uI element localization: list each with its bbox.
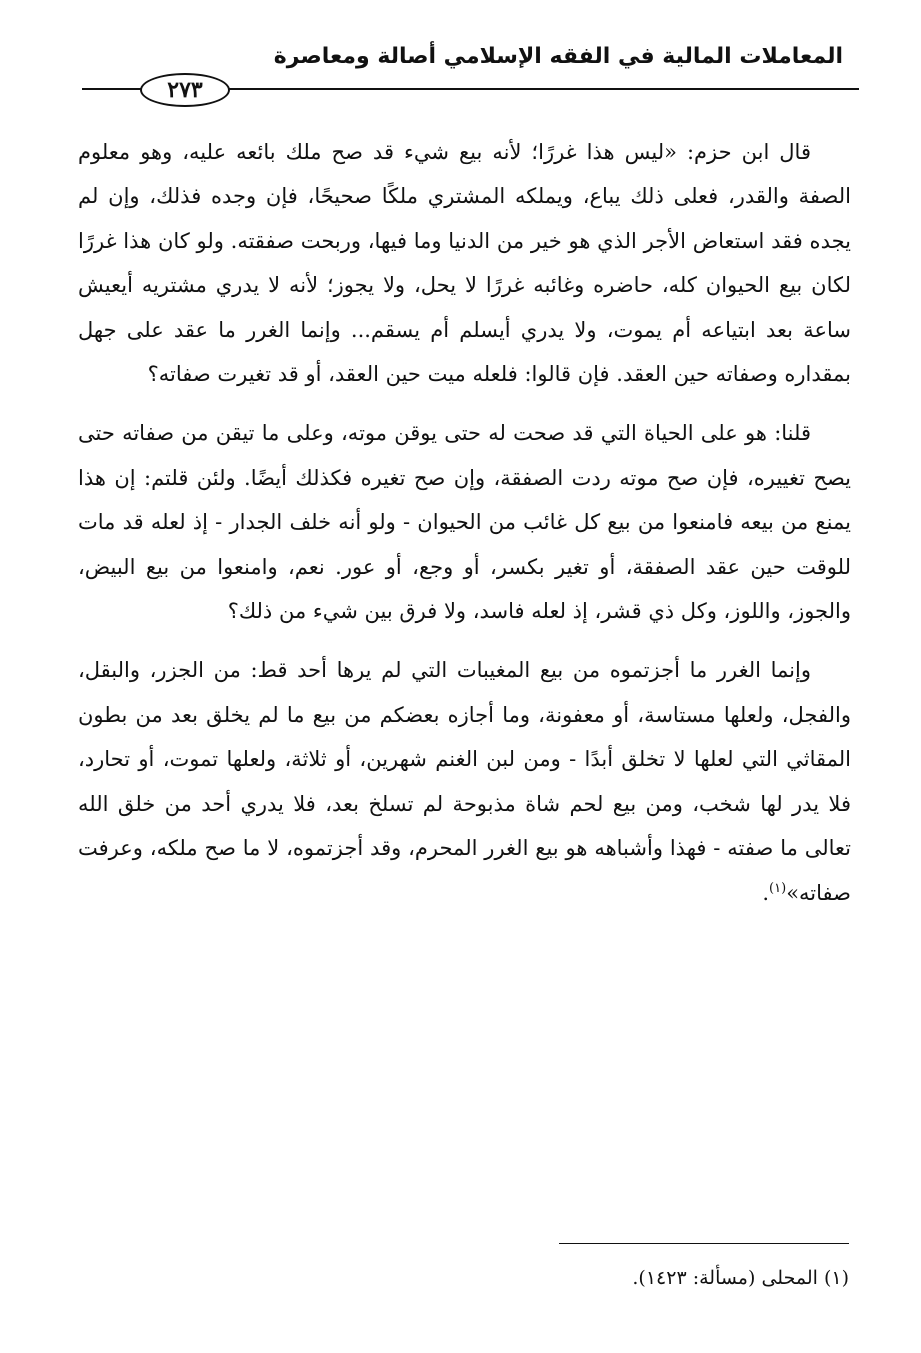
paragraph-3 — [78, 648, 851, 914]
closing-punctuation: . — [762, 880, 770, 905]
footnote-rule — [559, 1243, 849, 1244]
running-title: المعاملات المالية في الفقه الإسلامي أصالة ومعاصرة — [273, 44, 843, 69]
footnote-text: المحلى (مسألة: ١٤٢٣). — [632, 1267, 818, 1289]
paragraph-2: قلنا: هو على الحياة التي قد صحت له حتى يوقن موته، وعلى ما تيقن من صفاته حتى يصح تغييره، فإن صح موته ردت الصفقة، وإن صح تغيره فكذلك أيضًا. ولئن قلتم: إن هذا يمنع من بيعه فامنعوا من بيع كل غائب من الحيوان - ولو أنه خلف الجدار - إذ لعله قد مات للوقت حين عقد الصفقة، أو تغير بكسر، أو وجع، أو عور. نعم، وامنعوا من بيع البيض، والجوز، واللوز، وكل ذي قشر، إذ لعله فاسد، ولا فرق بين شيء من ذلك؟ — [78, 421, 851, 624]
paragraph-3-text: وإنما الغرر ما أجزتموه من بيع المغيبات التي لم يرها أحد قط: من الجزر، والبقل، والفجل، ولعلها مستاسة، أو معفونة، وما أجازه بعضكم من بيع ما لم يخلق بعد من بطون المقاثي التي لعلها لا تخلق أبدًا - ومن لبن الغنم شهرين، أو ثلاثة، ولعلها تموت، أو تحارد، فلا يدر لها شخب، ومن بيع لحم شاة مذبوحة لم تسلخ بعد، فلا يدري أحد من خلق الله تعالى ما صفته - فهذا وأشباهه هو بيع الغرر المحرم، وقد أجزتموه، لا ما صح ملكه، وعرفت صفاته» — [78, 658, 851, 905]
paragraph-1: قال ابن حزم: «ليس هذا غررًا؛ لأنه بيع شيء قد صح ملك بائعه عليه، وهو معلوم الصفة والقدر، فعلى ذلك يباع، ويملكه المشتري ملكًا صحيحًا، فإن وجده فذلك، وإن لم يجده فقد استعاض الأجر الذي هو خير من الدنيا وما فيها، وربحت صفقته. ولو كان هذا غررًا لكان بيع الحيوان كله، حاضره وغائبه غررًا لا يحل، ولا يجوز؛ لأنه لا يدري مشتريه أيعيش ساعة بعد ابتياعه أم يموت، ولا يدري أيسلم أم يسقم... وإنما الغرر ما عقد على جهل بمقداره وصفاته حين العقد. فإن قالوا: فلعله ميت حين العقد، أو قد تغيرت صفاته؟ — [78, 140, 851, 387]
page-number: ٢٧٣ — [140, 73, 230, 107]
footnote — [300, 1264, 849, 1292]
body-text — [78, 130, 851, 915]
footnote-reference: (١) — [769, 880, 787, 896]
footnote-marker: (١) — [823, 1267, 849, 1289]
